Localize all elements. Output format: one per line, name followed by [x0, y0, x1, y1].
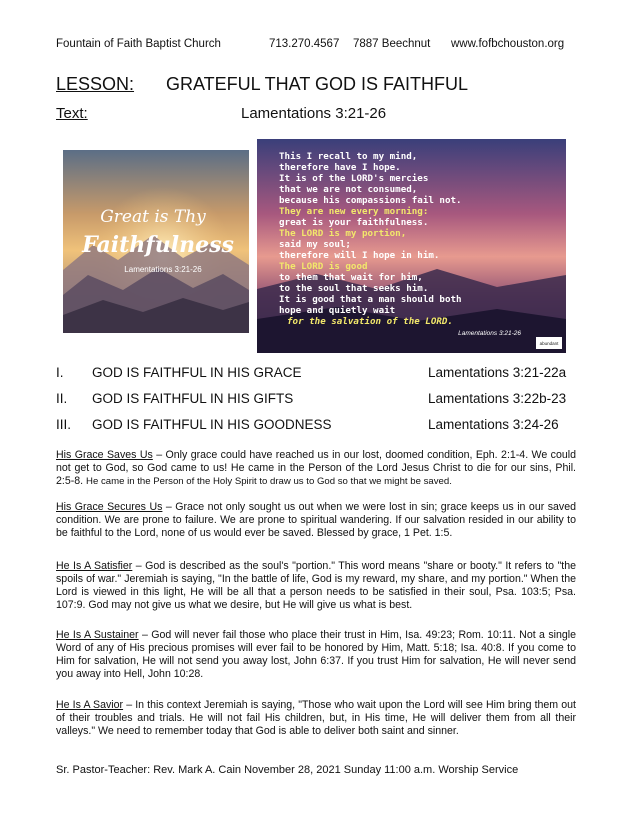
lesson-title: GRATEFUL THAT GOD IS FAITHFUL	[166, 74, 469, 94]
point-title: GOD IS FAITHFUL IN HIS GOODNESS	[92, 417, 332, 432]
badge-text: abundant	[539, 341, 559, 346]
scripture-line-5: because his compassions fail not.	[279, 195, 462, 206]
paragraph-grace-secures	[56, 501, 576, 540]
lesson-label: LESSON:	[56, 74, 135, 94]
scripture-line-1: This I recall to my mind,	[279, 151, 418, 162]
text-label: Text:	[56, 105, 88, 122]
point-number: I.	[56, 365, 64, 380]
paragraph-heading: His Grace Saves Us	[56, 449, 153, 461]
church-website: www.fofbchouston.org	[451, 38, 565, 50]
church-phone: 713.270.4567	[269, 38, 340, 50]
point-reference: Lamentations 3:21-22a	[428, 365, 567, 380]
text-row	[56, 105, 387, 122]
outline-points	[56, 365, 576, 443]
scripture-line-10: therefore will I hope in him.	[279, 250, 440, 261]
scripture-line-13: to the soul that seeks him.	[279, 283, 429, 294]
scripture-line-9: said my soul;	[279, 239, 351, 250]
scripture-line-3: It is of the LORD's mercies	[279, 173, 429, 184]
scripture-line-2: therefore have I hope.	[279, 162, 401, 173]
point-reference: Lamentations 3:22b-23	[428, 391, 567, 406]
image-left-ref: Lamentations 3:21-26	[124, 265, 202, 274]
text-reference: Lamentations 3:21-26	[241, 105, 387, 122]
image-left-line1: Great is Thy	[100, 207, 206, 227]
paragraph-tail: He came in the Person of the Holy Spirit to draw us to God so that we might be saved.	[86, 476, 452, 487]
paragraph-sustainer	[56, 629, 576, 681]
lesson-row	[56, 74, 469, 95]
scripture-line-8: The LORD is my portion,	[279, 228, 407, 239]
scripture-line-12: to them that wait for him,	[279, 272, 423, 283]
footer-line: Sr. Pastor-Teacher: Rev. Mark A. Cain November 28, 2021 Sunday 11:00 a.m. Worship Service	[56, 764, 519, 776]
paragraph-grace-saves	[56, 449, 576, 488]
scripture-line-11: The LORD is good	[279, 261, 368, 272]
outline-point	[56, 365, 576, 391]
paragraph-savior	[56, 699, 576, 738]
outline-point	[56, 391, 576, 417]
point-title: GOD IS FAITHFUL IN HIS GIFTS	[92, 391, 294, 406]
scripture-line-4: that we are not consumed,	[279, 184, 418, 195]
scripture-line-7: great is your faithfulness.	[279, 217, 429, 228]
outline-point	[56, 417, 576, 443]
point-reference: Lamentations 3:24-26	[428, 417, 559, 432]
church-address: 7887 Beechnut	[353, 38, 431, 50]
paragraph-satisfier	[56, 560, 576, 612]
scripture-ref: Lamentations 3:21-26	[458, 330, 521, 337]
image-left-line2: Faithfulness	[82, 232, 234, 258]
paragraph-body: – God will never fail those who place their trust in Him, Isa. 49:23; Rom. 10:11. Not a single Word of any of His precious promises will ever fail to be honored by Him, Matt. 5:18; Isa. 40:8. If you come to Him for salvation, He will not send you away lost, John 6:37. If you trust Him for salvation, He will never send you away into Hell, John 10:28.	[56, 629, 577, 680]
paragraph-heading: He Is A Sustainer	[56, 629, 139, 641]
scripture-line-14: It is good that a man should both	[279, 294, 462, 305]
paragraph-heading: He Is A Savior	[56, 699, 124, 711]
point-title: GOD IS FAITHFUL IN HIS GRACE	[92, 365, 302, 380]
great-is-thy-faithfulness-image	[63, 150, 249, 333]
paragraph-body: – God is described as the soul's "portion." This word means "share or booty." It refers to "the spoils of war." Jeremiah is saying, "In the battle of life, God is my reward, my share, and my portion." When the Lord is viewed in this light, He will be all that a person needs to be satisfied in their soul, Psa. 103:5; Psa. 107:9. God may not give us what we desire, but He will give us what is best.	[56, 560, 576, 611]
paragraph-body: – Grace not only sought us out when we were lost in sin; grace keeps us in our saved condition. We are prone to failure. We are prone to spiritual wandering. If our salvation resided in our ability to be faithful to the Lord, none of us would ever be saved. Blessed by grace, 1 Pet. 1:5.	[56, 501, 576, 539]
paragraph-heading: He Is A Satisfier	[56, 560, 133, 572]
scripture-line-16: for the salvation of the LORD.	[287, 316, 453, 327]
lamentations-scripture-image	[257, 139, 566, 353]
scripture-line-15: hope and quietly wait	[279, 305, 396, 316]
paragraph-heading: His Grace Secures Us	[56, 501, 163, 513]
point-number: III.	[56, 417, 72, 432]
point-number: II.	[56, 391, 68, 406]
paragraph-body: – In this context Jeremiah is saying, "Those who wait upon the Lord will see Him bring them out of their troubles and trials. He will not fail His children, but, in His time, He will deliver them from all their valleys." We need to remember today that God is able to deliver both saint and sinner.	[56, 699, 576, 737]
paragraph-body: – Only grace could have reached us in our lost, doomed condition, Eph. 2:1-4. We could not get to God, so God came to us! He came in the Person of the Lord Jesus Christ to die for our sins, Phil. 2:5-8.	[56, 449, 577, 487]
scripture-line-6: They are new every morning:	[279, 206, 429, 217]
church-name: Fountain of Faith Baptist Church	[56, 38, 221, 50]
